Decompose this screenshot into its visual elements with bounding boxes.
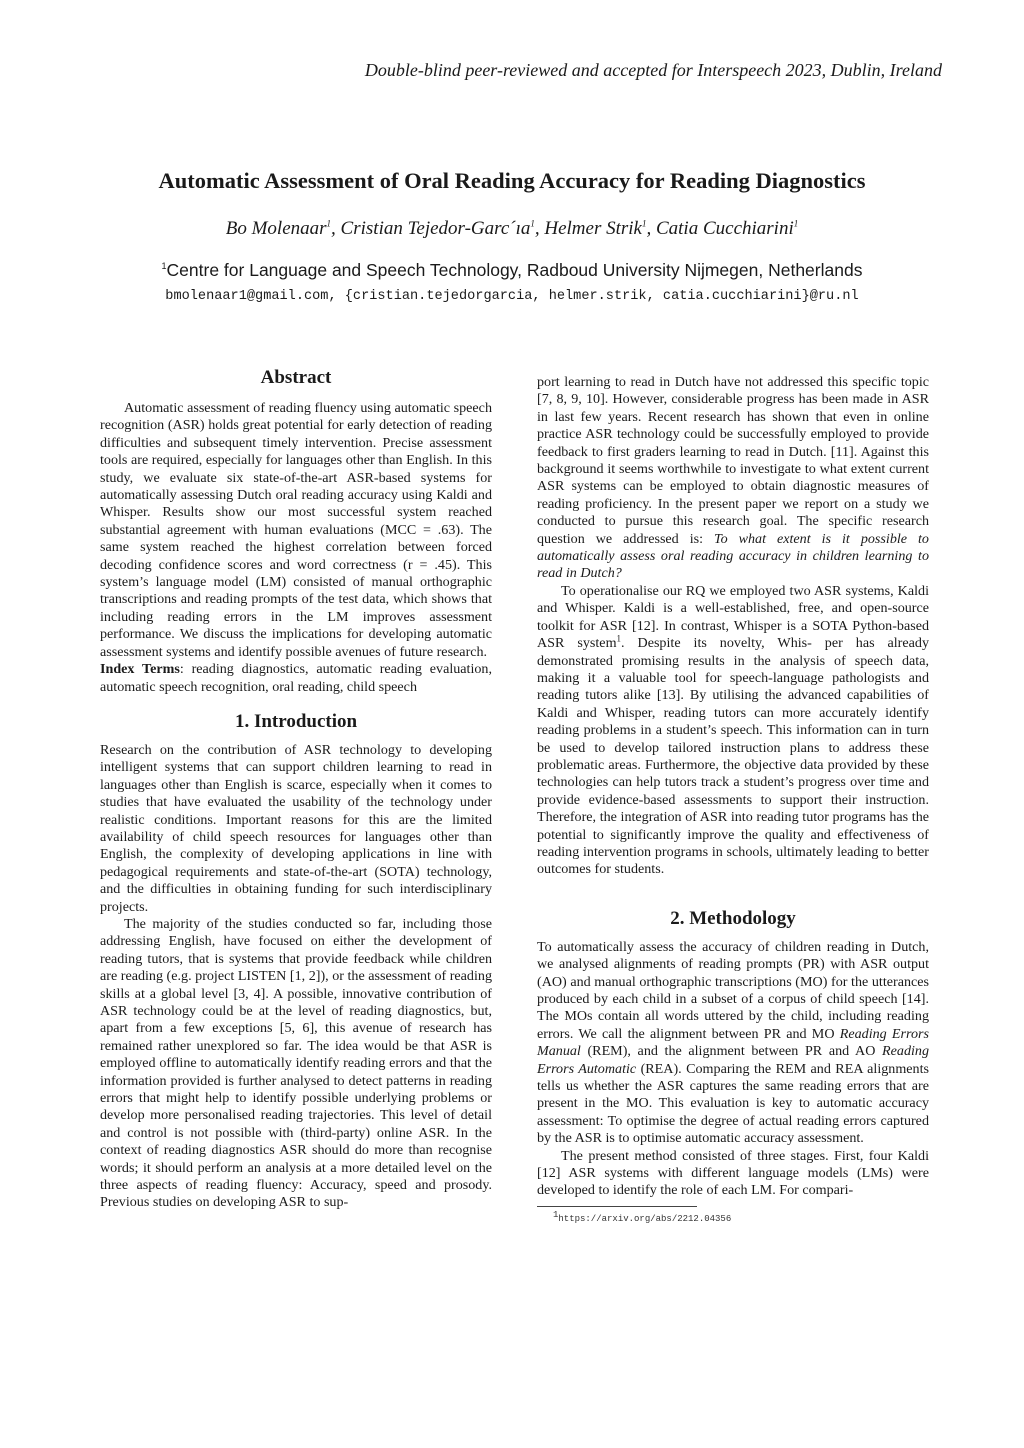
intro-paragraph-2-continued bbox=[537, 374, 929, 583]
author-affil-sup: 1 bbox=[530, 218, 535, 229]
intro-p3-text-a: To operationalise our RQ we employed two ASR systems, Kaldi and Whisper. Kaldi is a well-established, free, and open-source toolkit for ASR [12]. In contrast, Whisper is a SOTA Python-based ASR system bbox=[537, 582, 929, 652]
method-p1-text-b: (REM), and the alignment between PR and AO bbox=[580, 1043, 883, 1060]
author-list: Bo Molenaar$^1$, Cristian Tejedor-$Garc´ıa^1$, Helmer Strik$^1$, Catia Cucchiarini$^1$ bbox=[225, 218, 799, 239]
rea-term: Reading Errors Automatic bbox=[537, 1043, 929, 1077]
intro-p3-text-b: . Despite its novelty, Whis- per has already demonstrated promising results in the analysis of speech data, making it a valuable tool for speech-language pathologists and reading tutors alike [13]. By utilising the advanced capabilities of Kaldi and Whisper, reading tutors can more accurately identify reading problems in a student’s speech. This information can in turn be used to develop tailored instruction plans to address these problematic areas. Furthermore, the objective data provided by these technologies can help tutors track a student’s progress over time and provide evidence-based assessments to support their instruction. Therefore, the integration of ASR into reading tutor programs has the potential to significantly improve the quality and effectiveness of reading intervention programs in schools, ultimately leading to better outcomes for students. bbox=[537, 635, 929, 878]
index-terms bbox=[100, 661, 492, 696]
index-terms-label: Index Terms bbox=[100, 661, 180, 678]
research-question: To what extent is it possible to automatically assess oral reading accuracy in children learning to read in Dutch? bbox=[537, 530, 929, 582]
methodology-heading: 2. Methodology bbox=[670, 907, 796, 929]
right-column bbox=[537, 374, 929, 1228]
conference-note: Double-blind peer-reviewed and accepted for Interspeech 2023, Dublin, Ireland bbox=[364, 60, 942, 80]
author-name: Helmer Strik bbox=[544, 218, 642, 239]
author-emails: bmolenaar1@gmail.com, {cristian.tejedorgarcia, helmer.strik, catia.cucchiarini}@ru.nl bbox=[165, 289, 859, 304]
intro-paragraph-3 bbox=[537, 583, 929, 879]
intro-paragraph-1: Research on the contribution of ASR technology to developing intelligent systems that can support children learning to read in languages other than English is scarce, especially when it comes to studies that have evaluated the usability of the technology under realistic conditions. Important reasons for this are the limited availability of child speech resources for languages other than English, the complexity of developing applications in line with pedagogical requirements and state-of-the-art (SOTA) technology, and the difficulties in obtaining funding for such interdisciplinary projects. bbox=[100, 741, 492, 915]
rem-term: Reading Errors Manual bbox=[537, 1025, 929, 1060]
footnote bbox=[537, 1211, 929, 1228]
abstract-heading: Abstract bbox=[260, 367, 332, 388]
footnote-url[interactable]: https://arxiv.org/abs/2212.04356 bbox=[558, 1213, 732, 1224]
abstract-text: Automatic assessment of reading fluency using automatic speech recognition (ASR) holds great potential for early detection of reading difficulties and subsequent timely intervention. Precise assessment tools are required, especially for languages other than English. In this study, we evaluate six state-of-the-art ASR-based systems for automatically assessing Dutch oral reading accuracy using Kaldi and Whisper. Results show our most successful system reached substantial agreement with human evaluations (MCC = .63). The same system reached the highest correlation between forced decoding confidence scores and word correctness (r = .45). This system’s language model (LM) consisted of manual orthographic transcriptions and reading prompts of the test data, which shows that including reading errors in the LM improves assessment performance. We discuss the implications for developing automatic assessment systems and identify possible avenues of future research. bbox=[100, 400, 492, 660]
method-paragraph-2: The present method consisted of three stages. First, four Kaldi [12] ASR systems with different language models (LMs) were developed to identify the role of each LM. For compari- bbox=[537, 1147, 929, 1199]
author-name: Bo Molenaar bbox=[225, 218, 327, 239]
index-terms-text: : reading diagnostics, automatic reading evaluation, automatic speech recognition, oral reading, child speech bbox=[100, 661, 493, 695]
method-p1-text-c: (REA). Comparing the REM and REA alignments tells us whether the ASR captures the same reading errors that are present in the MO. This evaluation is key to automatic accuracy assessment: To optimise the degree of actual reading errors captured by the ASR is to optimise automatic accuracy assessment. bbox=[537, 1060, 929, 1147]
method-paragraph-1 bbox=[537, 939, 929, 1148]
affiliation-sup: 1 bbox=[161, 261, 167, 272]
footnote-divider bbox=[537, 1206, 697, 1207]
author-affil-sup: 1 bbox=[326, 218, 332, 229]
footnote-ref[interactable]: 1 bbox=[616, 633, 622, 644]
author-name: Cristian Tejedor-Garc´ıa bbox=[340, 218, 531, 239]
author-affil-sup: 1 bbox=[641, 218, 647, 229]
intro-paragraph-2: The majority of the studies conducted so far, including those addressing English, have focused on either the development of reading tutors, that is systems that provide feedback while children are reading (e.g. project LISTEN [1, 2]), or the assessment of reading skills at a global level [3, 4]. A possible, innovative contribution of ASR technology could be at the level of reading diagnostics, but, apart from a few exceptions [5, 6], this avenue of research has remained rather unexplored so far. The idea would be that ASR is employed offline to automatically identify reading errors and that the information provided is further analysed to detect patterns in reading errors that might help to identify possible underlying problems or develop more personalised reading trajectories. This level of detail and control is not possible with (third-party) online ASR. In the context of reading diagnostics ASR should do more than recognise words; it should perform an analysis at a more detailed level on the three aspects of reading fluency: Accuracy, speed and prosody. Previous studies on developing ASR to sup- bbox=[100, 915, 492, 1211]
paper-title: Automatic Assessment of Oral Reading Accuracy for Reading Diagnostics bbox=[158, 168, 866, 193]
author-name: Catia Cucchiarini bbox=[655, 218, 794, 239]
affiliation bbox=[0, 260, 1024, 281]
left-column bbox=[100, 366, 492, 1212]
author-affil-sup: 1 bbox=[793, 218, 799, 229]
footnote-number: 1 bbox=[553, 1209, 559, 1220]
affiliation-text: Centre for Language and Speech Technology, Radboud University Nijmegen, Netherlands bbox=[166, 260, 863, 280]
introduction-heading: 1. Introduction bbox=[234, 710, 358, 732]
method-p1-text-a: To automatically assess the accuracy of children reading in Dutch, we analysed alignments of reading prompts (PR) with ASR output (AO) and manual orthographic transcriptions (MO) for the utterances produced by each child in a subset of a corpus of child speech [14]. The MOs contain all words uttered by the child, including reading errors. We call the alignment between PR and MO bbox=[537, 938, 929, 1042]
intro-continued-text: port learning to read in Dutch have not addressed this specific topic [7, 8, 9, 10]. However, considerable progress has been made in ASR in last few years. Recent research has shown that even in online practice ASR technology could be successfully employed to provide feedback to first graders learning to read in Dutch. [11]. Against this background it seems worthwhile to investigate to what extent current ASR systems can be employed to obtain diagnostic measures of reading proficiency. In the present paper we report on a study we conducted to pursue this research goal. The specific research question we addressed is: bbox=[537, 374, 929, 547]
